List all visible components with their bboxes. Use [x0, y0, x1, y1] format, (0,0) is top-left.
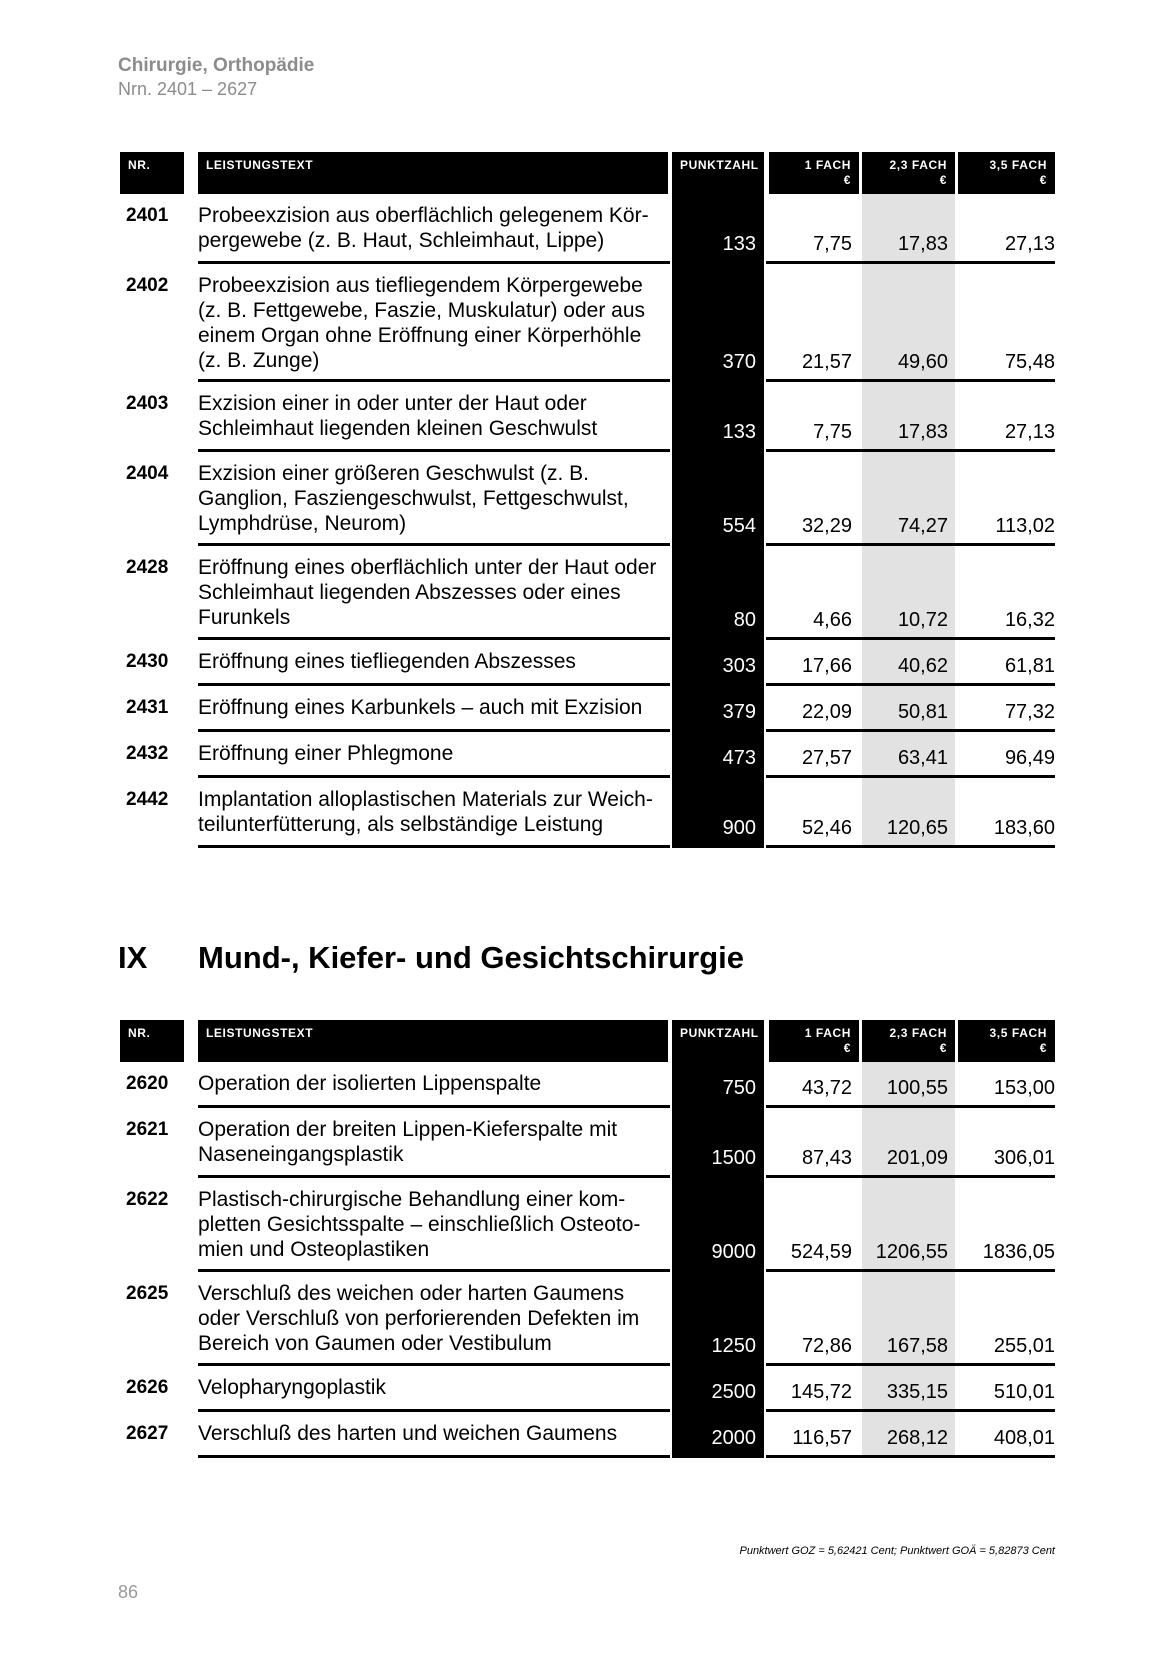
row-2-3fach: 50,81	[897, 701, 948, 723]
row-leistungstext: Plastisch-chirurgische Behandlung einer kom- pletten Gesichtsspalte – einschließlich Osteoto- mien und Osteoplastiken	[198, 1188, 641, 1261]
row-punktzahl: 133	[722, 233, 756, 255]
table-row	[120, 1108, 1055, 1178]
row-2-3fach: 201,09	[886, 1147, 948, 1169]
running-head	[118, 54, 314, 100]
table-row	[120, 546, 1055, 640]
row-nr: 2626	[126, 1377, 169, 1398]
header-punktzahl: PUNKTZAHL	[672, 152, 764, 194]
row-2-3fach: 49,60	[897, 351, 948, 373]
table-row	[120, 1366, 1055, 1412]
row-3-5fach: 96,49	[1004, 747, 1055, 769]
row-nr: 2402	[126, 275, 169, 296]
row-leistungstext: Exzision einer in oder unter der Haut oder Schleimhaut liegenden kleinen Geschwulst	[198, 392, 598, 440]
header-punktzahl: PUNKTZAHL	[672, 1020, 764, 1062]
table-header	[120, 1020, 1055, 1062]
row-punktzahl: 1500	[711, 1147, 756, 1169]
page-number: 86	[118, 1582, 139, 1602]
row-punktzahl: 750	[722, 1077, 756, 1099]
header-3-5fach	[958, 152, 1055, 194]
row-punktzahl: 9000	[711, 1241, 756, 1263]
row-nr: 2403	[126, 393, 169, 414]
row-leistungstext: Operation der isolierten Lippenspalte	[198, 1072, 542, 1095]
row-nr: 2625	[126, 1283, 169, 1304]
row-2-3fach: 10,72	[897, 609, 948, 631]
row-punktzahl: 303	[722, 655, 756, 677]
table-row	[120, 1412, 1055, 1458]
table-row	[120, 1272, 1055, 1366]
row-nr: 2627	[126, 1423, 169, 1444]
row-1fach: 32,29	[801, 515, 852, 537]
header-3-5fach-label: 3,5 FACH	[989, 158, 1047, 172]
row-leistungstext: Eröffnung einer Phlegmone	[198, 742, 454, 765]
running-head-title: Chirurgie, Orthopädie	[118, 55, 315, 76]
header-1fach-label: 1 FACH	[804, 158, 851, 172]
header-1fach	[769, 1020, 859, 1062]
header-3-5fach-currency: €	[1039, 173, 1047, 187]
row-2-3fach: 17,83	[897, 233, 948, 255]
row-3-5fach: 16,32	[1004, 609, 1055, 631]
row-1fach: 4,66	[813, 609, 852, 631]
row-3-5fach: 183,60	[993, 817, 1055, 839]
row-3-5fach: 306,01	[993, 1147, 1055, 1169]
row-2-3fach: 120,65	[886, 817, 948, 839]
footnote: Punktwert GOZ = 5,62421 Cent; Punktwert GOÄ = 5,82873 Cent	[739, 1545, 1055, 1557]
table-row	[120, 1178, 1055, 1272]
row-1fach: 7,75	[813, 233, 852, 255]
row-2-3fach: 63,41	[897, 747, 948, 769]
row-divider	[766, 1455, 1055, 1458]
row-2-3fach: 40,62	[897, 655, 948, 677]
header-3-5fach-label: 3,5 FACH	[989, 1026, 1047, 1040]
row-2-3fach: 167,58	[886, 1335, 948, 1357]
row-1fach: 524,59	[790, 1241, 852, 1263]
header-2-3fach-label: 2,3 FACH	[889, 1026, 947, 1040]
row-1fach: 145,72	[790, 1381, 852, 1403]
row-1fach: 7,75	[813, 421, 852, 443]
table-row	[120, 640, 1055, 686]
header-1fach	[769, 152, 859, 194]
row-punktzahl: 554	[722, 515, 756, 537]
header-2-3fach-currency: €	[939, 1041, 947, 1055]
row-3-5fach: 27,13	[1004, 421, 1055, 443]
row-nr: 2621	[126, 1119, 169, 1140]
header-3-5fach	[958, 1020, 1055, 1062]
row-nr: 2622	[126, 1189, 169, 1210]
row-2-3fach: 335,15	[886, 1381, 948, 1403]
row-leistungstext: Exzision einer größeren Geschwulst (z. B. Ganglion, Fasziengeschwulst, Fettgeschwulst, Lymphdrüse, Neurom)	[198, 462, 629, 535]
row-leistungstext: Eröffnung eines Karbunkels – auch mit Exzision	[198, 696, 643, 719]
header-1fach-currency: €	[843, 1041, 851, 1055]
table-row	[120, 452, 1055, 546]
table-row	[120, 778, 1055, 848]
row-3-5fach: 77,32	[1004, 701, 1055, 723]
row-1fach: 43,72	[801, 1077, 852, 1099]
row-nr: 2620	[126, 1073, 169, 1094]
row-3-5fach: 255,01	[993, 1335, 1055, 1357]
row-nr: 2428	[126, 557, 169, 578]
row-punktzahl: 2000	[711, 1427, 756, 1449]
row-1fach: 27,57	[801, 747, 852, 769]
row-leistungstext: Eröffnung eines tiefliegenden Abszesses	[198, 650, 576, 673]
header-leistungstext: LEISTUNGSTEXT	[198, 1020, 668, 1062]
row-1fach: 72,86	[801, 1335, 852, 1357]
table-row	[120, 1062, 1055, 1108]
row-nr: 2431	[126, 697, 169, 718]
header-nr: NR.	[120, 152, 184, 194]
row-2-3fach: 17,83	[897, 421, 948, 443]
header-nr: NR.	[120, 1020, 184, 1062]
row-1fach: 17,66	[801, 655, 852, 677]
row-divider	[198, 1455, 670, 1458]
table-header	[120, 152, 1055, 194]
row-leistungstext: Operation der breiten Lippen-Kieferspalte mit Naseneingangsplastik	[198, 1118, 618, 1166]
table-row	[120, 732, 1055, 778]
row-leistungstext: Velopharyngoplastik	[198, 1376, 386, 1399]
row-nr: 2442	[126, 789, 169, 810]
row-punktzahl: 473	[722, 747, 756, 769]
table-body	[120, 194, 1055, 848]
row-leistungstext: Probeexzision aus oberflächlich gelegenem Kör- pergewebe (z. B. Haut, Schleimhaut, Lippe)	[198, 204, 649, 252]
header-1fach-currency: €	[843, 173, 851, 187]
row-punktzahl: 370	[722, 351, 756, 373]
row-leistungstext: Verschluß des weichen oder harten Gaumens oder Verschluß von perforierenden Defekten im Bereich von Gaumen oder Vestibulum	[198, 1282, 640, 1355]
row-2-3fach: 100,55	[886, 1077, 948, 1099]
row-1fach: 21,57	[801, 351, 852, 373]
row-2-3fach: 74,27	[897, 515, 948, 537]
row-leistungstext: Verschluß des harten und weichen Gaumens	[198, 1422, 618, 1445]
row-punktzahl: 900	[722, 817, 756, 839]
row-3-5fach: 408,01	[993, 1427, 1055, 1449]
row-2-3fach: 1206,55	[875, 1241, 948, 1263]
row-2-3fach: 268,12	[886, 1427, 948, 1449]
row-1fach: 52,46	[801, 817, 852, 839]
row-3-5fach: 75,48	[1004, 351, 1055, 373]
section-number: IX	[118, 940, 148, 975]
row-nr: 2404	[126, 463, 169, 484]
fee-table-2	[120, 1020, 1055, 1458]
header-2-3fach-label: 2,3 FACH	[889, 158, 947, 172]
table-row	[120, 264, 1055, 382]
row-1fach: 87,43	[801, 1147, 852, 1169]
fee-table-1	[120, 152, 1055, 848]
row-nr: 2430	[126, 651, 169, 672]
table-row	[120, 382, 1055, 452]
row-3-5fach: 113,02	[995, 515, 1055, 537]
row-punktzahl: 80	[733, 609, 756, 631]
row-3-5fach: 1836,05	[982, 1241, 1055, 1263]
row-1fach: 22,09	[801, 701, 852, 723]
header-2-3fach	[862, 1020, 955, 1062]
row-punktzahl: 133	[722, 421, 756, 443]
header-2-3fach	[862, 152, 955, 194]
table-row	[120, 686, 1055, 732]
row-divider	[198, 845, 670, 848]
row-punktzahl: 1250	[711, 1335, 756, 1357]
row-leistungstext: Implantation alloplastischen Materials zur Weich- teilunterfütterung, als selbständige Leistung	[198, 788, 653, 836]
row-nr: 2432	[126, 743, 169, 764]
row-3-5fach: 27,13	[1004, 233, 1055, 255]
section-title: Mund-, Kiefer- und Gesichtschirurgie	[198, 940, 744, 975]
row-punktzahl: 2500	[711, 1381, 756, 1403]
header-2-3fach-currency: €	[939, 173, 947, 187]
row-punktzahl: 379	[722, 701, 756, 723]
header-3-5fach-currency: €	[1039, 1041, 1047, 1055]
row-nr: 2401	[126, 205, 169, 226]
row-divider	[766, 845, 1055, 848]
table-row	[120, 194, 1055, 264]
running-head-range: Nrn. 2401 – 2627	[118, 78, 258, 99]
row-leistungstext: Probeexzision aus tiefliegendem Körpergewebe (z. B. Fettgewebe, Faszie, Muskulatur) oder aus einem Organ ohne Eröffnung einer Körperhöhle (z. B. Zunge)	[198, 274, 646, 372]
header-leistungstext: LEISTUNGSTEXT	[198, 152, 668, 194]
header-1fach-label: 1 FACH	[804, 1026, 851, 1040]
row-1fach: 116,57	[792, 1427, 852, 1449]
row-leistungstext: Eröffnung eines oberflächlich unter der Haut oder Schleimhaut liegenden Abszesses oder eines Furunkels	[198, 556, 657, 629]
row-3-5fach: 510,01	[993, 1381, 1055, 1403]
row-3-5fach: 153,00	[993, 1077, 1055, 1099]
row-3-5fach: 61,81	[1004, 655, 1055, 677]
table-body	[120, 1062, 1055, 1458]
